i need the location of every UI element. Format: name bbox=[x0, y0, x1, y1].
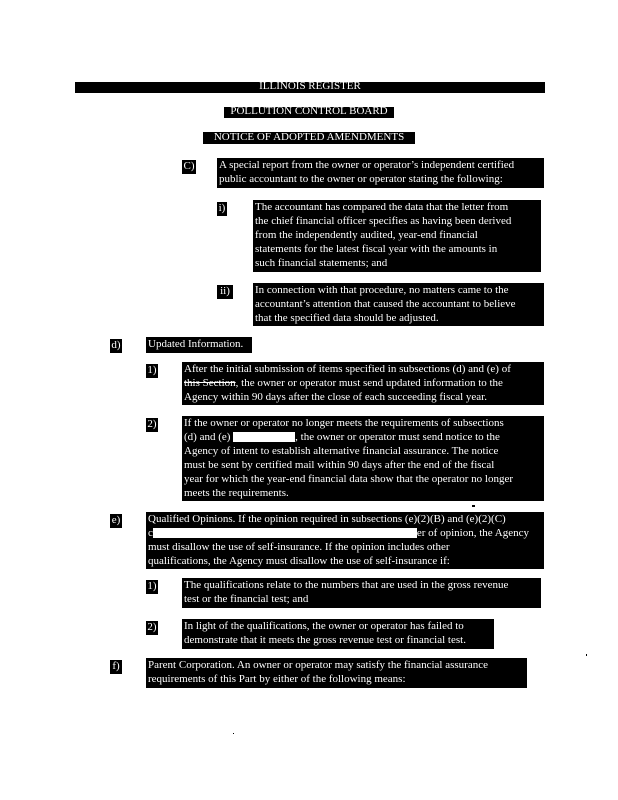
item-i-line-2: the chief financial officer specifies as having been derived bbox=[255, 215, 512, 227]
d2-line-3: Agency of intent to establish alternative financial assurance. The notice bbox=[184, 445, 499, 457]
item-i-label: i) bbox=[218, 202, 226, 214]
d2-line-1: If the owner or operator no longer meets the requirements of subsections bbox=[184, 417, 504, 429]
item-i-text bbox=[253, 200, 541, 272]
e2-text bbox=[182, 619, 494, 649]
e-line-3: must disallow the use of self-insurance. If the opinion includes other bbox=[148, 541, 450, 553]
item-ii-text bbox=[253, 283, 544, 326]
d2-line-2-a: (d) and (e) bbox=[184, 431, 234, 443]
scan-speck bbox=[472, 505, 475, 507]
section-c-line-1: A special report from the owner or operator’s independent certified bbox=[219, 159, 515, 171]
d2-line-5: year for which the year-end financial data show that the operator no longer bbox=[184, 473, 514, 485]
e-line-2 bbox=[148, 527, 529, 541]
e-line-1: Qualified Opinions. If the opinion required in subsections (e)(2)(B) and (e)(2)(C) bbox=[148, 513, 506, 525]
register-title: ILLINOIS REGISTER bbox=[259, 80, 361, 92]
section-c-label: C) bbox=[183, 160, 195, 172]
scan-speck bbox=[404, 90, 412, 91]
d1-label: 1) bbox=[147, 364, 157, 376]
d2-line-2-b: , the owner or operator must send notice to the bbox=[295, 431, 500, 443]
item-ii-line-3: that the specified data should be adjusted. bbox=[255, 312, 439, 324]
item-i-line-1: The accountant has compared the data that the letter from bbox=[255, 201, 509, 213]
d2-line-2 bbox=[184, 431, 500, 445]
board-title: POLLUTION CONTROL BOARD bbox=[230, 105, 388, 117]
d1-line-2 bbox=[184, 377, 503, 391]
item-i-line-4: statements for the latest fiscal year with the amounts in bbox=[255, 243, 498, 255]
section-c-text bbox=[217, 158, 544, 188]
e-redaction-gap bbox=[153, 528, 417, 538]
d1-line-1: After the initial submission of items specified in subsections (d) and (e) of bbox=[184, 363, 511, 375]
item-ii-line-1: In connection with that procedure, no matters came to the bbox=[255, 284, 509, 296]
d2-label: 2) bbox=[147, 418, 157, 430]
f-line-2: requirements of this Part by either of the following means: bbox=[148, 673, 406, 685]
e1-text bbox=[182, 578, 541, 608]
d2-text bbox=[182, 416, 544, 501]
e-line-2-a: c bbox=[148, 527, 153, 539]
section-c-line-2: public accountant to the owner or operator stating the following: bbox=[219, 173, 503, 185]
scan-speck bbox=[233, 733, 234, 734]
section-f-label: f) bbox=[110, 660, 122, 674]
d1-line-2-rest: , the owner or operator must send updated information to the bbox=[235, 377, 503, 389]
section-d-label: d) bbox=[111, 339, 121, 351]
section-d-title-text: Updated Information. bbox=[148, 338, 244, 350]
scan-speck bbox=[586, 654, 587, 656]
e-line-2-b: er of opinion, the Agency bbox=[416, 527, 530, 539]
section-e-text bbox=[146, 512, 544, 569]
e2-line-2: demonstrate that it meets the gross revenue test or financial test. bbox=[184, 634, 466, 646]
item-i-line-3: from the independently audited, year-end financial bbox=[255, 229, 478, 241]
item-ii-line-2: accountant’s attention that caused the accountant to believe bbox=[255, 298, 516, 310]
item-i-line-5: such financial statements; and bbox=[255, 257, 388, 269]
d1-struck-text: this Section bbox=[184, 377, 236, 389]
section-d-title bbox=[146, 337, 252, 353]
e1-line-1: The qualifications relate to the numbers that are used in the gross revenue bbox=[184, 579, 509, 591]
e2-line-1: In light of the qualifications, the owner or operator has failed to bbox=[184, 620, 464, 632]
section-e-label: e) bbox=[111, 514, 121, 526]
d1-line-3: Agency within 90 days after the close of each succeeding fiscal year. bbox=[184, 391, 487, 403]
d1-text bbox=[182, 362, 544, 405]
notice-title: NOTICE OF ADOPTED AMENDMENTS bbox=[213, 131, 405, 143]
e2-label: 2) bbox=[147, 621, 157, 633]
d2-line-6: meets the requirements. bbox=[184, 487, 289, 499]
f-line-1: Parent Corporation. An owner or operator may satisfy the financial assurance bbox=[148, 659, 488, 671]
d2-redaction-gap bbox=[233, 432, 295, 442]
d2-line-4: must be sent by certified mail within 90 days after the end of the fiscal bbox=[184, 459, 495, 471]
e1-line-2: test or the financial test; and bbox=[184, 593, 309, 605]
item-ii-label: ii) bbox=[217, 285, 233, 299]
e-line-4: qualifications, the Agency must disallow the use of self-insurance if: bbox=[148, 555, 450, 567]
section-f-text bbox=[146, 658, 527, 688]
e1-label: 1) bbox=[147, 580, 157, 592]
